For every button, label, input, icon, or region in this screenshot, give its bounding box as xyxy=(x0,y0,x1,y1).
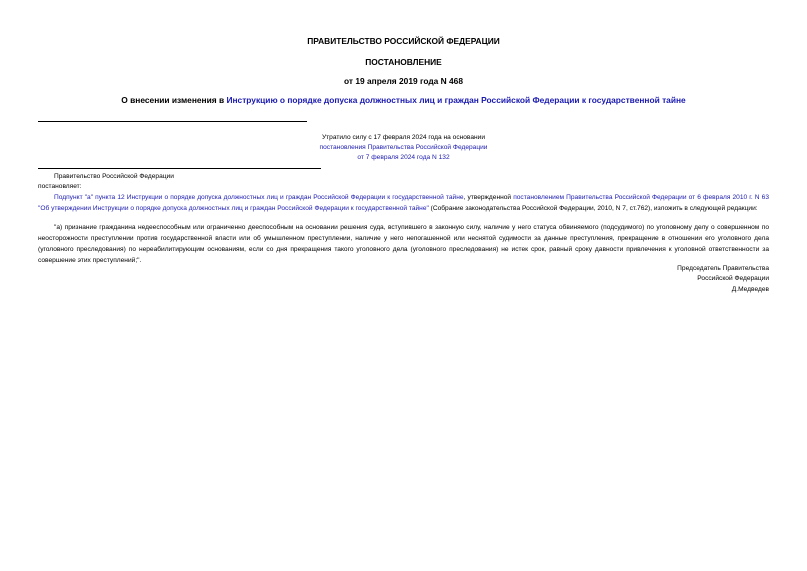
subparagraph-link[interactable]: Подпункт "а" пункта 12 Инструкции о порядке допуска должностных лиц и граждан Российской Федерации к государственной тайне xyxy=(54,194,464,201)
title-prefix: О внесении изменения в xyxy=(121,95,227,105)
paragraph-new-wording: "а) признание гражданина недееспособным или ограниченно дееспособным на основании решения суда, вступившего в законную силу, наличие у него статуса обвиняемого (подсудимого) по уголовному делу о совершенном по неосторожности преступлении против государственной власти или об умышленном преступлении, наличие у него непогашенной или неснятой судимости за данные преступления, прекращение в отношении его уголовного дела (уголовного преследования) по нереабилитирующим основаниям, если со дня прекращения такого уголовного дела (уголовного преследования) не истек срок, равный сроку давности привлечения к уголовной ответственности за совершение этих преступлений;". xyxy=(38,224,769,264)
divider-top xyxy=(38,121,307,122)
date-number-heading: от 19 апреля 2019 года N 468 xyxy=(344,76,463,86)
paragraph-text-tail: (Собрание законодательства Российской Федерации, 2010, N 7, ст.762), изложить в следующей редакции: xyxy=(428,205,758,212)
paragraph-amendment xyxy=(38,192,769,214)
government-heading: ПРАВИТЕЛЬСТВО РОССИЙСКОЙ ФЕДЕРАЦИИ xyxy=(307,36,500,46)
document-title xyxy=(0,95,807,105)
resolution-link[interactable]: постановлением Правительства Российской Федерации от 6 февраля 2010 г. N 63 "Об утверждении Инструкции о порядке допуска должностных лиц и граждан Российской Федерации к государственной тайне" xyxy=(38,194,769,212)
status-note-link[interactable]: постановления Правительства Российской Федерации xyxy=(319,144,488,151)
signature-name: Д.Медведев xyxy=(731,286,769,293)
status-note-link-date[interactable]: от 7 февраля 2024 года N 132 xyxy=(357,154,450,161)
status-note-line1: Утратило силу с 17 февраля 2024 года на основании xyxy=(321,134,486,141)
document-type-heading: ПОСТАНОВЛЕНИЕ xyxy=(365,57,442,67)
intro-decrees: постановляет: xyxy=(38,183,82,190)
intro-government: Правительство Российской Федерации xyxy=(54,173,174,180)
signature-position: Председатель Правительства xyxy=(677,265,769,272)
title-instruction-link[interactable]: Инструкцию о порядке допуска должностных лиц и граждан Российской Федерации к государственной тайне xyxy=(226,95,686,105)
signature-country: Российской Федерации xyxy=(697,275,769,282)
divider-bottom xyxy=(38,168,321,169)
paragraph-text: , утвержденной xyxy=(463,194,514,201)
